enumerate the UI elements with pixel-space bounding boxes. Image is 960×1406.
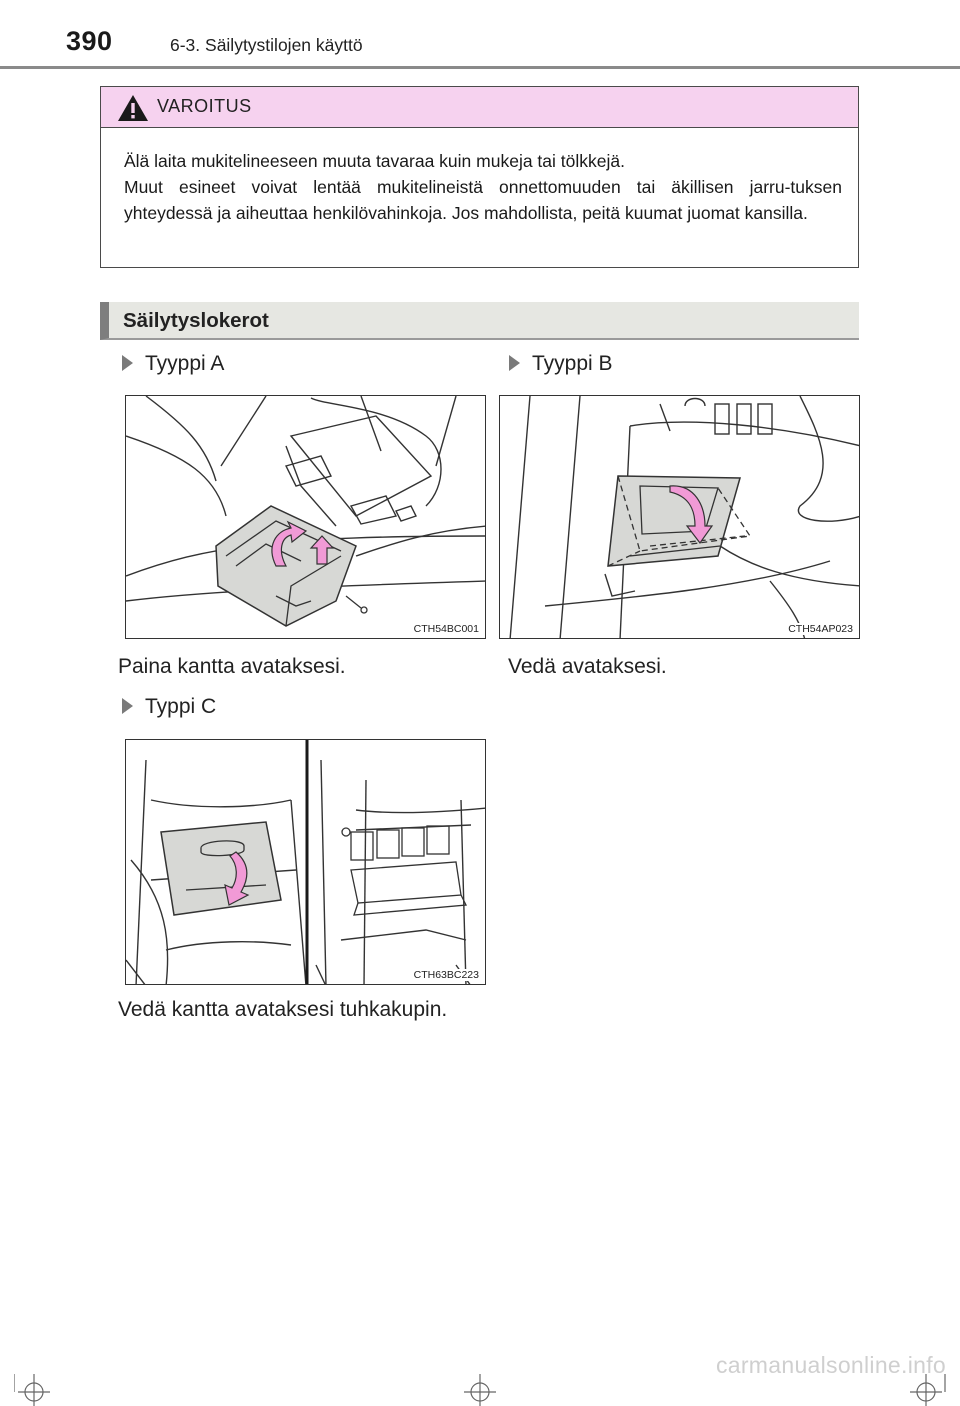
section-heading (100, 302, 859, 340)
warning-box (100, 86, 859, 268)
illustration-overhead-console (126, 396, 486, 639)
figure-type-a (125, 395, 486, 639)
warning-title: VAROITUS (157, 96, 252, 116)
header-rule (0, 66, 960, 69)
caption-type-a: Paina kantta avataksesi. (118, 655, 346, 678)
bullet-triangle-icon (122, 698, 133, 714)
watermark: carmanualsonline.info (715, 1352, 946, 1378)
figure-code-b: CTH54AP023 (788, 623, 853, 635)
caption-type-c: Vedä kantta avataksesi tuhkakupin. (118, 998, 448, 1021)
figure-type-b (499, 395, 860, 639)
warning-paragraph-1: Älä laita mukitelineeseen muuta tavaraa kuin mukeja tai tölkkejä. (124, 151, 625, 171)
warning-paragraph-2: Muut esineet voivat lentää mukitelineistä onnettomuuden tai äkillisen jarru-tuksen yhteydessä ja aiheuttaa henkilövahinkoja. Jos mahdollista, peitä kuumat juomat kansilla. (124, 177, 842, 223)
figure-code-c: CTH63BC223 (413, 969, 479, 981)
running-header: 6-3. Säilytystilojen käyttö (170, 35, 363, 55)
illustration-ashtray-compartment (126, 740, 486, 985)
figure-code-a: CTH54BC001 (413, 623, 479, 635)
type-a-label: Tyyppi A (122, 352, 224, 376)
illustration-dashboard-drawer (500, 396, 860, 639)
warning-body (101, 128, 858, 226)
crosshair-registration-icon (14, 1366, 54, 1406)
page-number: 390 (66, 26, 113, 56)
type-b-label: Tyyppi B (509, 352, 613, 376)
caption-type-b: Vedä avataksesi. (508, 655, 667, 678)
warning-triangle-icon (117, 94, 149, 122)
crosshair-registration-icon (460, 1366, 500, 1406)
warning-header (101, 87, 858, 128)
bullet-triangle-icon (509, 355, 520, 371)
type-c-label: Typpi C (122, 695, 216, 719)
bullet-triangle-icon (122, 355, 133, 371)
figure-type-c (125, 739, 486, 985)
section-title: Säilytyslokerot (123, 309, 269, 332)
